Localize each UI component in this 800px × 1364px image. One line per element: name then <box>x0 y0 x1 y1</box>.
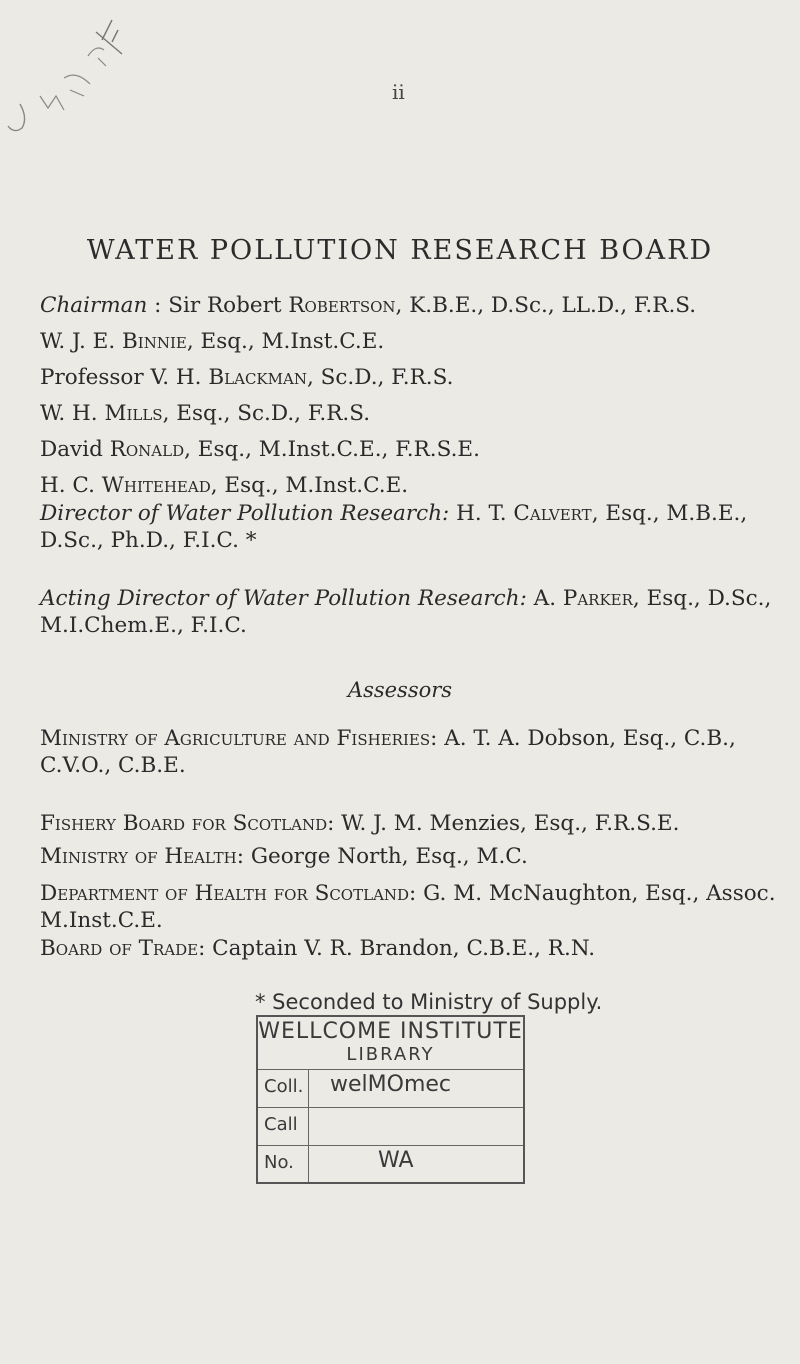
member <box>40 432 780 468</box>
assessor-entry <box>40 810 780 837</box>
pencil-scribble-mark <box>0 0 140 140</box>
member-surname: Mills <box>104 401 163 426</box>
assessor-name: A. T. A. Dobson, Esq., C.B., C.V.O., C.B.E. <box>40 726 736 778</box>
member <box>40 396 780 432</box>
board-members-list <box>40 288 780 504</box>
stamp-row <box>258 1145 523 1173</box>
library-stamp <box>256 1015 525 1184</box>
member-pre: H. C. <box>40 473 102 498</box>
member-pre: Chairman : Sir Robert <box>40 293 289 318</box>
member-surname: Binnie <box>122 329 187 354</box>
assessor-body: Board of Trade: <box>40 936 206 961</box>
assessor-entry <box>40 843 780 870</box>
footnote: * Seconded to Ministry of Supply. <box>255 990 603 1014</box>
board-title: WATER POLLUTION RESEARCH BOARD <box>86 235 714 266</box>
assessor-name: George North, Esq., M.C. <box>243 844 528 869</box>
director-role: Director of Water Pollution Research: <box>40 501 450 526</box>
stamp-divider <box>308 1069 309 1182</box>
stamp-row-label: No. <box>264 1152 294 1173</box>
assessor-name: Captain V. R. Brandon, C.B.E., R.N. <box>205 936 596 961</box>
assessor-entry <box>40 880 780 934</box>
acting-director-name-pre: A. <box>526 586 563 611</box>
member-post: , Esq., M.Inst.C.E., F.R.S.E. <box>184 437 480 462</box>
stamp-row-value: welMOmec <box>330 1072 451 1097</box>
assessor-body: Fishery Board for Scotland: <box>40 811 335 836</box>
director-surname: Calvert <box>513 501 592 526</box>
member-surname: Blackman <box>208 365 307 390</box>
stamp-row-label: Coll. <box>264 1076 304 1097</box>
stamp-row <box>258 1069 523 1097</box>
assessors-heading: Assessors <box>347 678 453 702</box>
stamp-row <box>258 1107 523 1135</box>
member-post: , Esq., Sc.D., F.R.S. <box>162 401 371 426</box>
member <box>40 324 780 360</box>
director-name-post: , Esq., M.B.E., D.Sc., Ph.D., F.I.C. * <box>40 501 748 553</box>
chairman-role: Chairman <box>40 293 155 318</box>
assessor-name: W. J. M. Menzies, Esq., F.R.S.E. <box>334 811 680 836</box>
assessor-name: G. M. McNaughton, Esq., Assoc. M.Inst.C.E. <box>40 881 776 933</box>
member-surname: Whitehead <box>101 473 211 498</box>
stamp-row-value: WA <box>378 1148 414 1173</box>
member-post: , Esq., M.Inst.C.E. <box>186 329 385 354</box>
assessor-body: Department of Health for Scotland: <box>40 881 417 906</box>
acting-director-role: Acting Director of Water Pollution Research: <box>40 586 527 611</box>
member-pre: David <box>40 437 110 462</box>
member-post: , Esq., M.Inst.C.E. <box>210 473 409 498</box>
member <box>40 468 780 504</box>
assessor-body: Ministry of Health: <box>40 844 244 869</box>
page-number: ii <box>392 80 405 104</box>
member <box>40 360 780 396</box>
member-chairman <box>40 288 780 324</box>
member-post: , K.B.E., D.Sc., LL.D., F.R.S. <box>395 293 697 318</box>
director-entry <box>40 500 780 554</box>
stamp-subheader: LIBRARY <box>346 1044 435 1065</box>
director-name-pre: H. T. <box>449 501 514 526</box>
member-surname: Ronald <box>109 437 185 462</box>
acting-director-surname: Parker <box>562 586 633 611</box>
assessor-entry <box>40 725 780 779</box>
stamp-header: WELLCOME INSTITUTE <box>258 1019 523 1044</box>
member-pre: Professor V. H. <box>40 365 209 390</box>
member-post: , Sc.D., F.R.S. <box>306 365 454 390</box>
member-pre: W. J. E. <box>40 329 122 354</box>
assessor-entry <box>40 935 780 962</box>
assessor-body: Ministry of Agriculture and Fisheries: <box>40 726 438 751</box>
stamp-row-label: Call <box>264 1114 298 1135</box>
acting-director-entry <box>40 585 780 639</box>
member-surname: Robertson <box>288 293 396 318</box>
member-pre: W. H. <box>40 401 105 426</box>
acting-director-name-post: , Esq., D.Sc., M.I.Chem.E., F.I.C. <box>40 586 772 638</box>
